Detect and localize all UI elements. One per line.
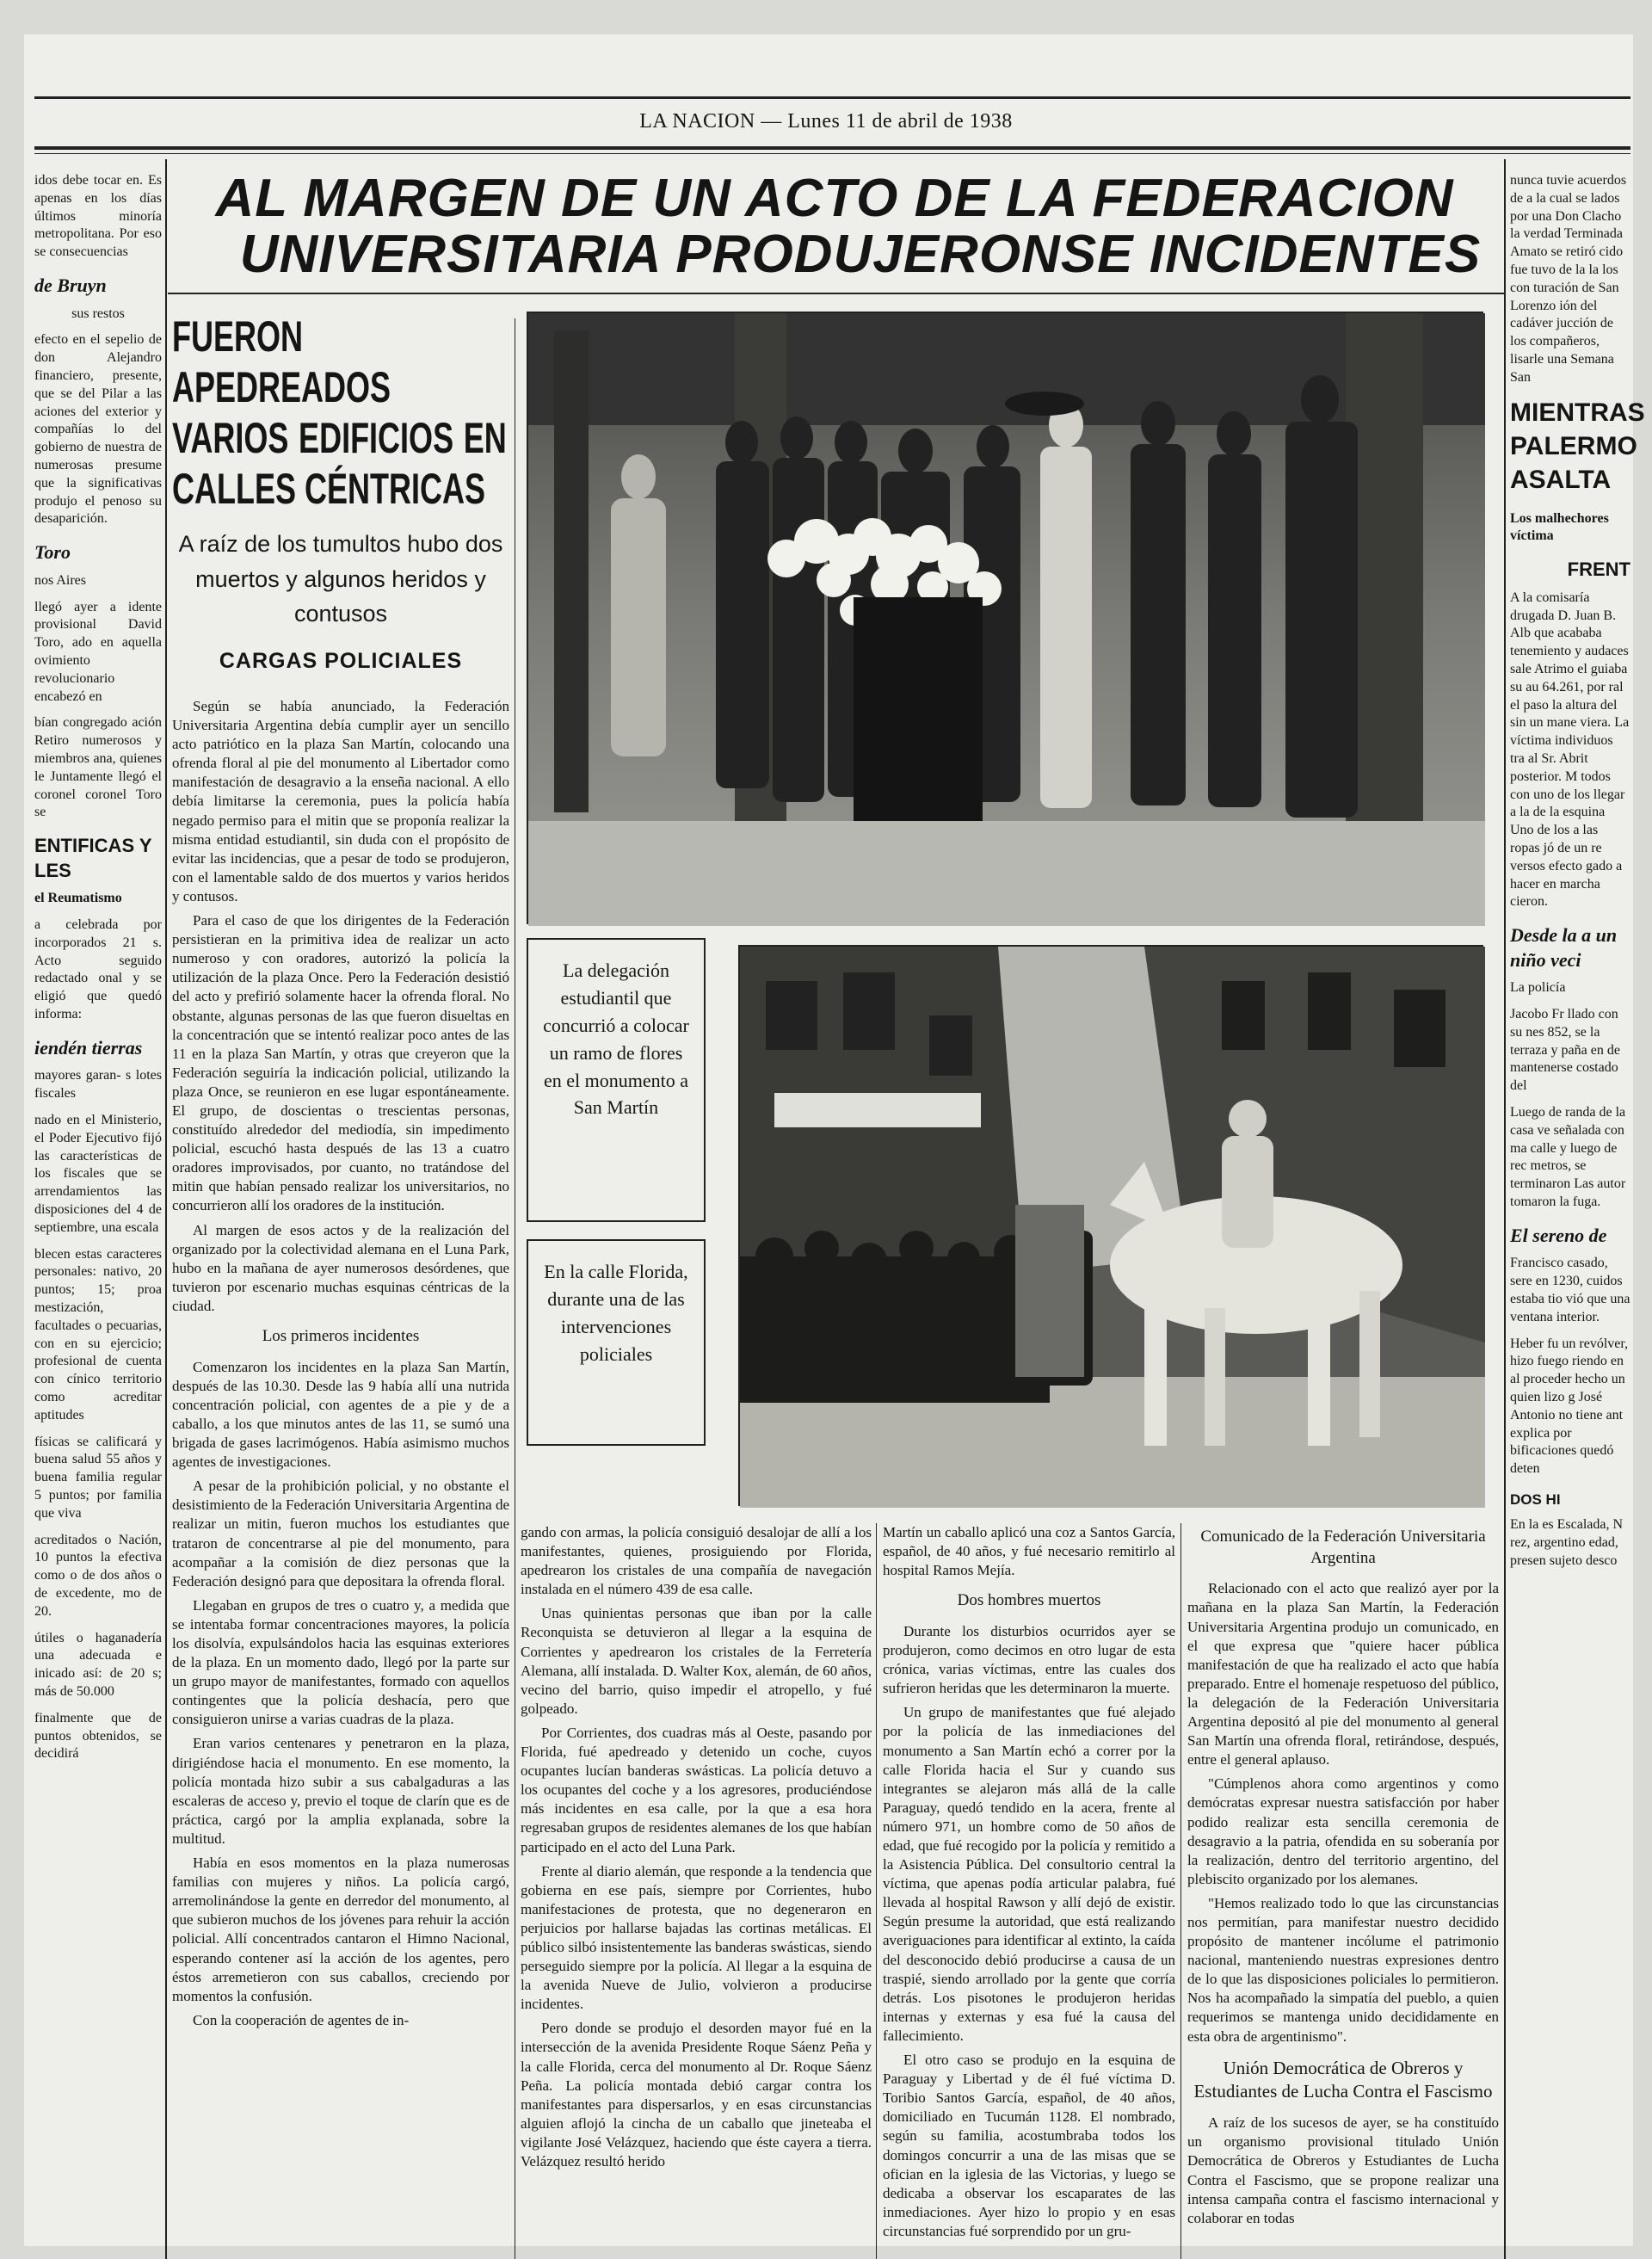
paragraph: Al margen de esos actos y de la realización del organizado por la colectividad alemana en el Luna Park, hubo en la mañana de ayer numerosos desórdenes, que tuvieron por escenario muchas esquinas céntricas de la ciudad. — [172, 1221, 509, 1314]
paragraph: Llegaban en grupos de tres o cuatro y, a medida que se intentaba formar concentraciones mayores, la policía los disolvía, expulsándolos hacia las esquinas exteriores de la plaza. En un momento dado, llegó por la parte sur un grupo mayor de manifestantes, formado con aquellos contingentes que la policía deshacía, pero que consiguieron unirse a varias cuadras de la plaza. — [172, 1596, 509, 1728]
fragment-heading: DOS HI — [1510, 1491, 1561, 1508]
deck-primary: FUERON APEDREADOS VARIOS EDIFICIOS EN CALLES CÉNTRICAS — [172, 312, 507, 513]
fragment-heading: de Bruyn — [34, 274, 107, 296]
fragment-text: idos debe tocar en. Es apenas en los días últimos minoría metropolitana. Por eso se consecuencias — [34, 173, 162, 260]
fragment-heading: iendén tierras — [34, 1036, 143, 1059]
fragment-heading: Desde la a un niño veci — [1510, 924, 1618, 971]
caption-text: La delegación estudiantil que concurrió a colocar un ramo de flores en el monumento a San Martín — [543, 960, 689, 1119]
section-heading: Comunicado de la Federación Universitaria Argentina — [1200, 1528, 1486, 1567]
column-separator — [165, 159, 167, 2259]
fragment-text: nado en el Ministerio, el Poder Ejecutivo fijó las características de los fiscales que se arrendamientos las disposiciones del 4 de septiembre, una escala — [34, 1113, 162, 1235]
photo-delegation — [527, 312, 1483, 924]
fragment-heading: MIENTRAS PALERMO ASALTA — [1510, 398, 1645, 494]
masthead: LA NACION — Lunes 11 de abril de 1938 — [639, 110, 1013, 133]
fragment-text: efecto en el sepelio de don Alejandro financiero, presente, que se del Pilar a las aciones del exterior y compañías lo del gobierno de nuestra de numerosas presume que la significativas produjo el penoso su desaparición. — [34, 332, 162, 527]
section-heading: Los primeros incidentes — [262, 1327, 420, 1345]
paragraph: Durante los disturbios ocurridos ayer se produjeron, como decimos en otro lugar de esta crónica, varias víctimas, entre las cuales dos sufrieron heridas que les determinaron la muerte. — [883, 1622, 1175, 1697]
paragraph: A raíz de los sucesos de ayer, se ha constituído un organismo provisional titulado Unión Democrática de Obreros y Estudiantes de Lucha Contra el Fascismo, que se propone realizar una intensa campaña contra el fascismo internacional y colaborar en todas — [1187, 2114, 1499, 2226]
right-fragment-column — [1510, 172, 1645, 2255]
fragment-text: bían congregado ación Retiro numerosos y miembros ana, quienes le Juntamente llegó el coronel coronel Toro se — [34, 715, 162, 820]
fragment-text: En la es Escalada, N rez, argentino edad, presen sujeto desco — [1510, 1517, 1624, 1568]
paragraph: Relacionado con el acto que realizó ayer por la mañana en la plaza San Martín, la Federación Universitaria Argentina produjo un comunicado, en el que expresa que "quiere hacer pública manifestación de que ha realizado el acto que había preparado. Entre el homenaje respetuoso del público, la delegación de la Federación Universitaria Argentina depositó al pie del monumento al general San Martín una ofrenda floral, retirándose, después, entre el general aplauso. — [1187, 1580, 1499, 1768]
paragraph: El otro caso se produjo en la esquina de Paraguay y Libertad y de él fué víctima D. Toribio Santos García, español, de 40 años, domiciliado en Tucumán 1128. El nombrado, según su familia, acostumbraba todos los domingos concurrir a una de las misas que se ofician en la iglesia de las Victorias, y luego se dedicaba a observar los escaparates de las inmediaciones. Ayer hizo lo propio y en esas circunstancias fué sorprendido por un gru- — [883, 2052, 1175, 2239]
paragraph: Por Corrientes, dos cuadras más al Oeste, pasando por Florida, fué apedreado y detenido un coche, cuyos ocupantes lucían banderas swásticas. La policía detuvo a los ocupantes del coche y a los agresores, produciéndose más incidentes en esa calle, por la que a esa hora regresaban grupos de residentes alemanes de los que habían participado en el acto del Luna Park. — [521, 1724, 872, 1855]
fragment-text: Francisco casado, sere en 1230, cuidos estaba tio vió que una ventana interior. — [1510, 1256, 1630, 1324]
fragment-text: llegó ayer a idente provisional David Toro, ado en aquella ovimiento revolucionario encabezó en — [34, 599, 162, 704]
fragment-text: Heber fu un revólver, hizo fuego riendo en al proceder hecho un quien lizo g José Antonio no tiene ant explica por bificaciones quedó deten — [1510, 1336, 1629, 1477]
paragraph: Pero donde se produjo el desorden mayor fué en la intersección de la avenida Presidente Roque Sáenz Peña y la calle Florida, cerca del monumento al Dr. Roque Sáenz Peña. La policía montada debió cargar contra los manifestantes para dispersarlos, y en esas circunstancias alguien aflojó la cincha de un caballo que jineteaba el vigilante José Velázquez, haciendo que éste cayera a tierra. Velázquez resultó herido — [521, 2020, 872, 2170]
fragment-text: nos Aires — [34, 572, 86, 588]
fragment-heading: El sereno de — [1510, 1224, 1607, 1246]
left-fragment-column — [34, 172, 162, 2255]
main-headline — [172, 169, 1497, 285]
headline-rule — [168, 293, 1504, 294]
column-separator — [876, 1523, 877, 2259]
paragraph: Un grupo de manifestantes que fué alejado por la policía de las inmediaciones del monumento a San Martín echó a correr por la calle Florida hacia el Sur y cuando sus integrantes se alejaron más allá de la calle Paraguay, quedó tendido en la acera, frente al número 971, un hombre como de 50 años de edad, que fué recogido por la policía y remitido a la Asistencia Pública. Del consultorio central la víctima, que apenas podía articular palabra, fué llevada al hospital Rawson y allí dejó de existir. Según presume la autoridad, que está realizando averiguaciones para identificar al extinto, la caída del desconocido debió producirse a causa de un traspié, siendo arrollado por la gente que corría detrás. Los pisotones le produjeron heridas internas y externas y esa fué la causa del fallecimiento. — [883, 1704, 1175, 2044]
masthead-rule-thin — [34, 153, 1630, 154]
article-column-3 — [521, 1523, 872, 2255]
fragment-text: mayores garan- s lotes fiscales — [34, 1068, 162, 1102]
paragraph: Eran varios centenares y penetraron en la plaza, dirigiéndose hacia el monumento. En ese momento, la policía montada hizo subir a sus cabalgaduras a las escaleras de acceso y, previo el toque de clarín que es de práctica, cargó por la amplia explanada, sobre la multitud. — [172, 1735, 509, 1847]
fragment-text: blecen estas caracteres personales: nativo, 20 puntos; 15; proa mestización, facultades o pecuarias, con en su ejercicio; profesional de cuenta con cínico territorio como acreditar aptitudes — [34, 1246, 162, 1423]
fragment-text: útiles o haganadería una adecuada e inicado así: de 20 s; más de 50.000 — [34, 1630, 162, 1699]
paragraph: "Hemos realizado todo lo que las circunstancias nos permitían, para manifestar nuestro decidido propósito de mantener incólume el patrimonio nacional, manteniendo nuestras expresiones dentro de lo que las disposiciones policiales lo permitieron. Nos ha acompañado la simpatía del pueblo, a quien requerimos se mantenga unido decididamente en esta obra de argentinismo". — [1187, 1894, 1499, 2045]
paragraph: Con la cooperación de agentes de in- — [193, 2011, 410, 2028]
column-separator — [1504, 159, 1506, 2259]
fragment-text: La policía — [1510, 980, 1566, 996]
fragment-text: Jacobo Fr llado con su nes 852, se la terraza y paña en de mantenerse costado del — [1510, 1007, 1620, 1094]
paragraph: Según se había anunciado, la Federación Universitaria Argentina debía cumplir ayer un sencillo acto patriótico en la plaza San Martín, colocando una ofrenda floral al pie del monumento al Libertador como manifestación de desagravio a la enseña nacional. A ello debía limitarse la ceremonia, pues la policía había negado permiso para el mitin que se proponía realizar la misma entidad estudiantil, sin duda con el propósito de evitar las incidencias, que a pesar de todo se produjeron, con el lamentable saldo de dos muertos y varios heridos y contusos. — [172, 698, 509, 904]
article-column-5 — [1187, 1523, 1499, 2255]
fragment-text: el Reumatismo — [34, 891, 122, 906]
fragment-text: A la comisaría drugada D. Juan B. Alb que acababa tenemiento y audaces sale Atrimo el guiaba su au 64.261, por ral el paso la altura del sin un mane viera. La víctima individuos tra al Sr. Abrit posterior. M todos con uno de los llegar a la de la esquina Uno de los a las ropas jó de un re versos efecto gado a hacer en marcha cieron. — [1510, 589, 1630, 910]
section-heading: Unión Democrática de Obreros y Estudiantes de Lucha Contra el Fascismo — [1193, 2057, 1493, 2102]
fragment-text: físicas se calificará y buena salud 55 años y buena familia regular 5 puntos; por familia que viva — [34, 1434, 162, 1521]
article-column-4 — [883, 1523, 1175, 2255]
fragment-text: acreditados o Nación, 10 puntos la efectiva como o de dos años o de excedente, mo de 20. — [34, 1532, 162, 1619]
fragment-text: nunca tuvie acuerdos de a la cual se lados por una Don Clacho la verdad Terminada Amato se retiró cido fue tuvo de la la los con turación de San Lorenzo ión del cadáver jucción de los compañeros, lisarle una Semana San — [1510, 173, 1627, 385]
fragment-text: Los malhechores víctima — [1510, 510, 1609, 544]
caption-delegation — [527, 938, 706, 1222]
paragraph: gando con armas, la policía consiguió desalojar de allí a los manifestantes, quienes, prosiguiendo por Florida, apedrearon los cristales de una compañía de navegación instalada en el número 439 de esa calle. — [521, 1524, 872, 1598]
paragraph: Frente al diario alemán, que responde a la tendencia que gobierna en ese país, siempre por Corrientes, hubo manifestaciones de protesta, que no degeneraron en perjuicios por hallarse bajadas las cortinas metálicas. El público silbó insistentemente las banderas swásticas, siendo perseguido siempre por la policía. Al llegar a la esquina de la avenida Nueve de Julio, volvieron a producirse incidentes. — [521, 1862, 872, 2013]
headline-line-1: AL MARGEN DE UN ACTO DE LA FEDERACION — [215, 169, 1454, 228]
fragment-text: finalmente que de puntos obtenidos, se decidirá — [34, 1710, 162, 1762]
caption-florida — [527, 1239, 706, 1446]
paragraph: Comenzaron los incidentes en la plaza San Martín, después de las 10.30. Desde las 9 había allí una nutrida concentración policial, con agentes de a pie y de a caballo, a los que minutos antes de las 11, se sumó una brigada de gases lacrimógenos. Había asimismo muchos agentes de investigaciones. — [172, 1358, 509, 1471]
paragraph: Martín un caballo aplicó una coz a Santos García, español, de 40 años, y fué necesario remitirlo al hospital Ramos Mejía. — [883, 1524, 1175, 1579]
fragment-heading: FRENT — [1567, 559, 1630, 581]
paragraph: A pesar de la prohibición policial, y no obstante el desistimiento de la Federación Universitaria Argentina de realizar un mitin, fueron muchos los estudiantes que trataron de concentrarse al pie del monumento, para acompañar a la comisión de diez personas que la Federación designó para que depositara la ofrenda floral. — [172, 1478, 509, 1589]
headline-line-2: UNIVERSITARIA PRODUJERONSE INCIDENTES — [239, 225, 1482, 285]
photo-florida-street — [738, 945, 1483, 1506]
fragment-text: a celebrada por incorporados 21 s. Acto seguido redactado onal y se eligió que quedó informa: — [34, 917, 162, 1022]
masthead-rule — [34, 146, 1630, 150]
section-heading: CARGAS POLICIALES — [219, 648, 463, 673]
paragraph: Para el caso de que los dirigentes de la Federación persistieran en la primitiva idea de realizar un acto numeroso y con oradores, autorizó la policía la utilización de la plaza Once. Pero la Federación desistió del acto y prefirió solamente hacer la ofrenda floral. No obstante, algunas personas de las que fueron disueltas en la concentración que se intentó realizar poco antes de las 11 en la plaza San Martín, y otras que creyeron que la Federación seguiría la indicación policial, utilizando la plaza Once, se reunieron en ese lugar espontáneamente. El grupo, de doscientas o trescientas personas, constituído alrededor del mediodía, sin impedimento policial, escuchó hasta después de las 13 a cuatro oradores improvisados, por cuanto, no tratándose del mitin que habían pensado realizar los universitarios, no concurrieron allí los oradores de la institución. — [172, 912, 509, 1214]
photo-delegation-image — [528, 313, 1485, 926]
caption-text: En la calle Florida, durante una de las intervenciones policiales — [544, 1261, 688, 1365]
fragment-text: Luego de randa de la casa ve señalada con ma calle y luego de rec metros, se terminaron Las autor tomaron la fuga. — [1510, 1105, 1626, 1210]
column-separator — [1180, 1523, 1181, 2259]
fragment-heading: Toro — [34, 541, 71, 564]
fragment-text: sus restos — [71, 306, 125, 321]
paragraph: Había en esos momentos en la plaza numerosas familias con mujeres y niños. La policía cargó, arremolinándose la gente en derredor del monumento, al que subieron muchos de los jóvenes para rehuir la acción policial. Allí concentrados cantaron el Himno Nacional, esperando contener así la acción de los agentes, pero éstos arremetieron con sus caballos, creciendo por momentos la confusión. — [172, 1855, 509, 2004]
deck-secondary: A raíz de los tumultos hubo dos muertos y algunos heridos y contusos — [178, 531, 503, 626]
fragment-heading: ENTIFICAS Y LES — [34, 835, 152, 881]
photo-florida-image — [740, 947, 1485, 1508]
section-heading: Dos hombres muertos — [957, 1591, 1101, 1610]
paragraph: "Cúmplenos ahora como argentinos y como demócratas expresar nuestra satisfacción por haber podido realizar esta sencilla ceremonia de desagravio a la patria, ofendida en su soberanía por la realización, dentro del territorio argentino, del plebiscito organizado por los alemanes. — [1187, 1775, 1499, 1887]
paragraph: Unas quinientas personas que iban por la calle Reconquista se detuvieron al llegar a la esquina de Corrientes y apedrearon los cristales de la Ferretería Alemana, allí instalada. D. Walter Kox, alemán, de 60 años, vecino del barrio, quiso impedir el atropello, y fué golpeado. — [521, 1605, 872, 1717]
top-rule — [34, 96, 1630, 99]
lead-column — [172, 312, 509, 2256]
